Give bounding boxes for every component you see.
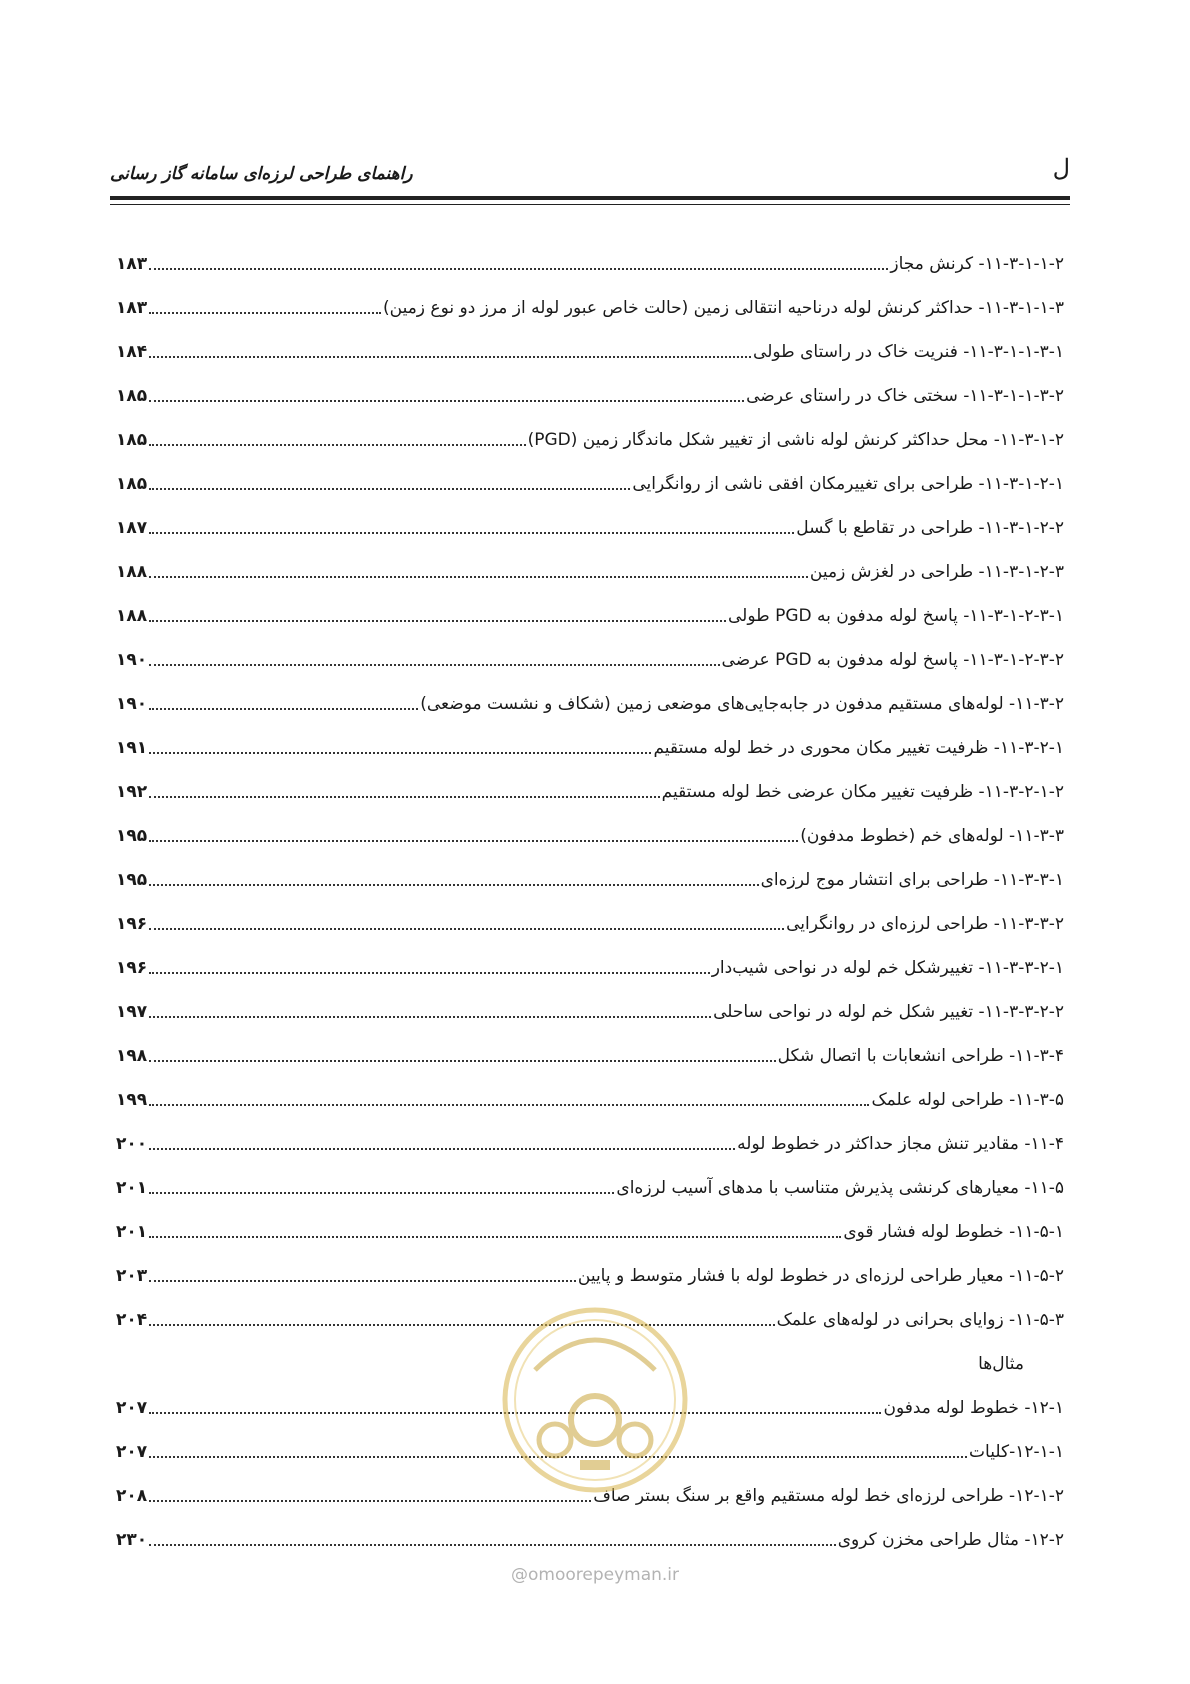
toc-entry-page: ۱۸۳	[116, 254, 148, 274]
toc-dot-leader	[149, 1104, 869, 1106]
toc-entry-page: ۲۳۰	[116, 1530, 148, 1550]
toc-entry-title: ۱۱-۳-۲-۱- ظرفیت تغییر مکان محوری در خط لوله مستقیم	[653, 738, 1064, 758]
toc-entry-title: ۱۱-۳-۱-۲-۳-۱- پاسخ لوله مدفون به PGD طولی	[728, 606, 1064, 626]
toc-entry-title: ۱۱-۳-۲-۱-۲- ظرفیت تغییر مکان عرضی خط لوله مستقیم	[661, 782, 1064, 802]
toc-entry-page: ۱۹۷	[116, 1002, 148, 1022]
toc-entry	[116, 1032, 1064, 1076]
toc-dot-leader	[149, 664, 719, 666]
toc-dot-leader	[149, 928, 784, 930]
toc-dot-leader	[149, 400, 744, 402]
toc-entry	[116, 592, 1064, 636]
toc-entry-page: ۱۹۰	[116, 694, 148, 714]
toc-dot-leader	[149, 796, 660, 798]
toc-entry-page: ۱۹۸	[116, 1046, 148, 1066]
toc-entry-title: ۱۱-۳-۱-۱-۲- کرنش مجاز	[890, 254, 1064, 274]
toc-entry	[116, 636, 1064, 680]
toc-dot-leader	[149, 1016, 711, 1018]
watermark-site: @omoorepeyman.ir	[510, 1565, 680, 1585]
toc-entry-title: ۱۱-۳-۱-۱-۳- حداکثر کرنش لوله درناحیه انتقالی زمین (حالت خاص عبور لوله از مرز دو نوع زمین)	[383, 298, 1064, 318]
toc-entry	[116, 1076, 1064, 1120]
toc-entry-page: ۱۹۰	[116, 650, 148, 670]
toc-entry	[116, 372, 1064, 416]
page-number: ل	[1052, 154, 1070, 182]
toc-entry-page: ۱۸۷	[116, 518, 148, 538]
toc-dot-leader	[149, 312, 381, 314]
toc-entry	[116, 416, 1064, 460]
toc-dot-leader	[149, 972, 710, 974]
toc-entry-title: ۱۱-۳-۳- لوله‌های خم (خطوط مدفون)	[800, 826, 1064, 846]
toc-dot-leader	[149, 1148, 735, 1150]
toc-entry-title: ۱۲-۱-۲- طراحی لرزه‌ای خط لوله مستقیم واقع بر سنگ بستر صاف	[593, 1486, 1064, 1506]
toc-entry	[116, 900, 1064, 944]
toc-entry-page: ۱۹۶	[116, 914, 148, 934]
toc-entry-page: ۱۹۹	[116, 1090, 148, 1110]
toc-dot-leader	[149, 1500, 591, 1502]
toc-entry-page: ۲۰۷	[116, 1398, 148, 1418]
toc-entry-title: ۱۲-۲- مثال طراحی مخزن کروی	[837, 1530, 1064, 1550]
toc-entry	[116, 812, 1064, 856]
toc-dot-leader	[149, 1412, 881, 1414]
toc-entry-title: ۱۱-۵-۱- خطوط لوله فشار قوی	[843, 1222, 1064, 1242]
toc-entry-title: ۱۱-۵-۲- معیار طراحی لرزه‌ای در خطوط لوله با فشار متوسط و پایین	[577, 1266, 1064, 1286]
toc-entry-title: ۱۲-۱- خطوط لوله مدفون	[883, 1398, 1064, 1418]
toc-entry-page: ۱۸۵	[116, 386, 148, 406]
toc-entry-page: ۲۰۴	[116, 1310, 148, 1330]
toc-entry	[116, 504, 1064, 548]
toc-dot-leader	[149, 444, 525, 446]
toc-entry-page: ۲۰۱	[116, 1178, 148, 1198]
toc-entry	[116, 988, 1064, 1032]
header-rule-thick	[110, 196, 1070, 200]
toc-entry	[116, 1296, 1064, 1340]
toc-entry-page: ۱۸۸	[116, 606, 148, 626]
toc-entry	[116, 1120, 1064, 1164]
toc-entry	[116, 460, 1064, 504]
toc-dot-leader	[149, 532, 794, 534]
toc-entry-title: ۱۱-۳-۳-۲-۲- تغییر شکل خم لوله در نواحی ساحلی	[713, 1002, 1064, 1022]
toc-dot-leader	[149, 1060, 776, 1062]
toc-dot-leader	[149, 1456, 967, 1458]
toc-entry	[116, 328, 1064, 372]
toc-dot-leader	[149, 576, 808, 578]
page-header	[110, 150, 1070, 190]
toc-entry-title: ۱۱-۳-۴- طراحی انشعابات با اتصال شکل	[777, 1046, 1064, 1066]
toc-entry	[116, 240, 1064, 284]
toc-entry-page: ۱۸۵	[116, 430, 148, 450]
toc-dot-leader	[149, 708, 418, 710]
book-title: راهنمای طراحی لرزه‌ای سامانه گاز رسانی	[110, 164, 413, 184]
toc-entry-title: ۱۱-۳-۲- لوله‌های مستقیم مدفون در جابه‌جایی‌های موضعی زمین (شکاف و نشست موضعی)	[420, 694, 1064, 714]
toc-entry-page: ۲۰۱	[116, 1222, 148, 1242]
section-heading: مثال‌ها	[978, 1354, 1024, 1374]
toc-entry-page: ۱۸۵	[116, 474, 148, 494]
toc-entry-page: ۲۰۸	[116, 1486, 148, 1506]
toc-entry	[116, 1428, 1064, 1472]
toc-entry	[116, 680, 1064, 724]
toc-entry-title: ۱۱-۳-۱-۲-۱- طراحی برای تغییرمکان افقی ناشی از روانگرایی	[632, 474, 1064, 494]
toc-entry-title: ۱۱-۵-۳- زوایای بحرانی در لوله‌های علمک	[776, 1310, 1064, 1330]
toc-entry	[116, 944, 1064, 988]
toc-entry-title: ۱۱-۴- مقادیر تنش مجاز حداکثر در خطوط لوله	[737, 1134, 1064, 1154]
toc-entry	[116, 1384, 1064, 1428]
toc-dot-leader	[149, 1280, 576, 1282]
toc-entry-title: ۱۱-۳-۱-۱-۳-۱- فنریت خاک در راستای طولی	[753, 342, 1064, 362]
toc-entry	[116, 1208, 1064, 1252]
toc-entry-page: ۱۸۸	[116, 562, 148, 582]
toc-entry-title: ۱۱-۳-۳-۲-۱- تغییرشکل خم لوله در نواحی شیب‌دار	[711, 958, 1064, 978]
toc-entry-title: ۱۱-۳-۱-۲-۳-۲- پاسخ لوله مدفون به PGD عرضی	[721, 650, 1064, 670]
toc-entry-title: ۱۲-۱-۱-کلیات	[969, 1442, 1064, 1462]
toc-dot-leader	[149, 488, 630, 490]
toc-dot-leader	[149, 620, 726, 622]
toc-entry	[116, 1252, 1064, 1296]
toc-entry-page: ۲۰۷	[116, 1442, 148, 1462]
toc-dot-leader	[149, 1324, 775, 1326]
header-rule-thin	[110, 204, 1070, 205]
toc-entry-title: ۱۱-۳-۳-۲- طراحی لرزه‌ای در روانگرایی	[786, 914, 1064, 934]
toc-dot-leader	[149, 356, 751, 358]
toc-entry-page: ۲۰۳	[116, 1266, 148, 1286]
toc-entry-page: ۱۹۶	[116, 958, 148, 978]
toc-entry-title: ۱۱-۳-۱-۲-۳- طراحی در لغزش زمین	[809, 562, 1064, 582]
toc-entry-title: ۱۱-۳-۱-۱-۳-۲- سختی خاک در راستای عرضی	[746, 386, 1064, 406]
toc-entry	[116, 856, 1064, 900]
toc-entry-page: ۱۹۱	[116, 738, 148, 758]
toc-entry	[116, 1164, 1064, 1208]
toc-entry-page: ۱۸۴	[116, 342, 148, 362]
table-of-contents	[116, 240, 1064, 1560]
toc-entry-title: ۱۱-۳-۱-۲- محل حداکثر کرنش لوله ناشی از تغییر شکل ماندگار زمین (PGD)	[527, 430, 1064, 450]
toc-dot-leader	[149, 884, 758, 886]
toc-dot-leader	[149, 752, 651, 754]
toc-entry-title: ۱۱-۳-۵- طراحی لوله علمک	[871, 1090, 1064, 1110]
toc-entry-page: ۱۸۳	[116, 298, 148, 318]
toc-dot-leader	[149, 1236, 841, 1238]
toc-dot-leader	[149, 1192, 614, 1194]
toc-entry	[116, 284, 1064, 328]
toc-entry-page: ۱۹۲	[116, 782, 148, 802]
toc-entry-title: ۱۱-۳-۱-۲-۲- طراحی در تقاطع با گسل	[796, 518, 1064, 538]
toc-entry	[116, 1516, 1064, 1560]
toc-entry	[116, 724, 1064, 768]
toc-entry-title: ۱۱-۳-۳-۱- طراحی برای انتشار موج لرزه‌ای	[760, 870, 1064, 890]
toc-entry	[116, 768, 1064, 812]
toc-dot-leader	[149, 1544, 836, 1546]
toc-entry-page: ۱۹۵	[116, 826, 148, 846]
toc-section-heading	[116, 1340, 1064, 1384]
toc-entry	[116, 548, 1064, 592]
toc-entry	[116, 1472, 1064, 1516]
toc-dot-leader	[149, 268, 888, 270]
toc-entry-page: ۲۰۰	[116, 1134, 148, 1154]
toc-dot-leader	[149, 840, 798, 842]
toc-entry-page: ۱۹۵	[116, 870, 148, 890]
toc-entry-title: ۱۱-۵- معیارهای کرنشی پذیرش متناسب با مدهای آسیب لرزه‌ای	[616, 1178, 1064, 1198]
